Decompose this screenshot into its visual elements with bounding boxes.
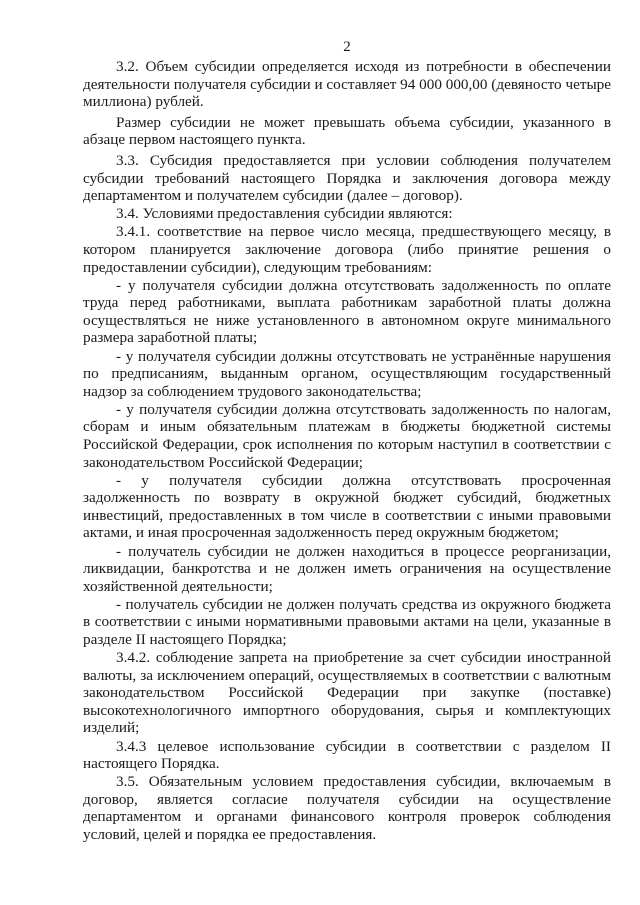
document-page [83,36,611,844]
list-item-budget-debt: - у получателя субсидии должна отсутствовать просроченная задолженность по возврату в окружной бюджет субсидий, бюджетных инвестиций, предоставленных в том числе в соответствии с иными правовыми актами, и иная просроченная задолженность перед окружным бюджетом; [83,471,611,542]
list-item-tax-debt: - у получателя субсидии должна отсутствовать задолженность по налогам, сборам и иным обязательным платежам в бюджеты бюджетной системы Российской Федерации, срок исполнения по которым наступил в соответствии с законодательством Российской Федерации; [83,400,611,471]
paragraph-3-2: 3.2. Объем субсидии определяется исходя из потребности в обеспечении деятельности получателя субсидии и составляет 94 000 000,00 (девяносто четыре миллиона) рублей. [83,58,611,111]
list-item-other-funds: - получатель субсидии не должен получать средства из окружного бюджета в соответствии с иными нормативными правовыми актами на цели, указанные в разделе II настоящего Порядка; [83,595,611,648]
paragraph-3-4-2: 3.4.2. соблюдение запрета на приобретение за счет субсидии иностранной валюты, за исключением операций, осуществляемых в соответствии с валютным законодательством Российской Федерации при закупке (поставке) высокотехнологичного импортного оборудования, сырья и комплектующих изделий; [83,649,611,737]
paragraph-subsidy-size: Размер субсидии не может превышать объема субсидии, указанного в абзаце первом настоящего пункта. [83,113,611,149]
list-item-labor-violations: - у получателя субсидии должны отсутствовать не устранённые нарушения по предписаниям, выданным органом, осуществляющим государственный надзор за соблюдением трудового законодательства; [83,347,611,400]
paragraph-3-5: 3.5. Обязательным условием предоставления субсидии, включаемым в договор, является согласие получателя субсидии на осуществление департаментом и органами финансового контроля проверок соблюдения условий, целей и порядка ее предоставления. [83,773,611,844]
paragraph-3-4-3: 3.4.3 целевое использование субсидии в соответствии с разделом II настоящего Порядка. [83,737,611,773]
page-number: 2 [343,39,351,55]
list-item-reorganization: - получатель субсидии не должен находиться в процессе реорганизации, ликвидации, банкротства и не должен иметь ограничения на осуществление хозяйственной деятельности; [83,542,611,595]
paragraph-3-4-1: 3.4.1. соответствие на первое число месяца, предшествующего месяцу, в котором планируется заключение договора (либо принятие решения о предоставлении субсидии), следующим требованиям: [83,223,611,276]
paragraph-3-4: 3.4. Условиями предоставления субсидии являются: [116,205,453,223]
list-item-wage-debt: - у получателя субсидии должна отсутствовать задолженность по оплате труда перед работниками, выплата работникам заработной платы должна осуществляться не ниже установленного в автономном округе минимального размера заработной платы; [83,276,611,347]
paragraph-3-3: 3.3. Субсидия предоставляется при условии соблюдения получателем субсидии требований настоящего Порядка и заключения договора между департаментом и получателем субсидии (далее – договор). [83,151,611,205]
